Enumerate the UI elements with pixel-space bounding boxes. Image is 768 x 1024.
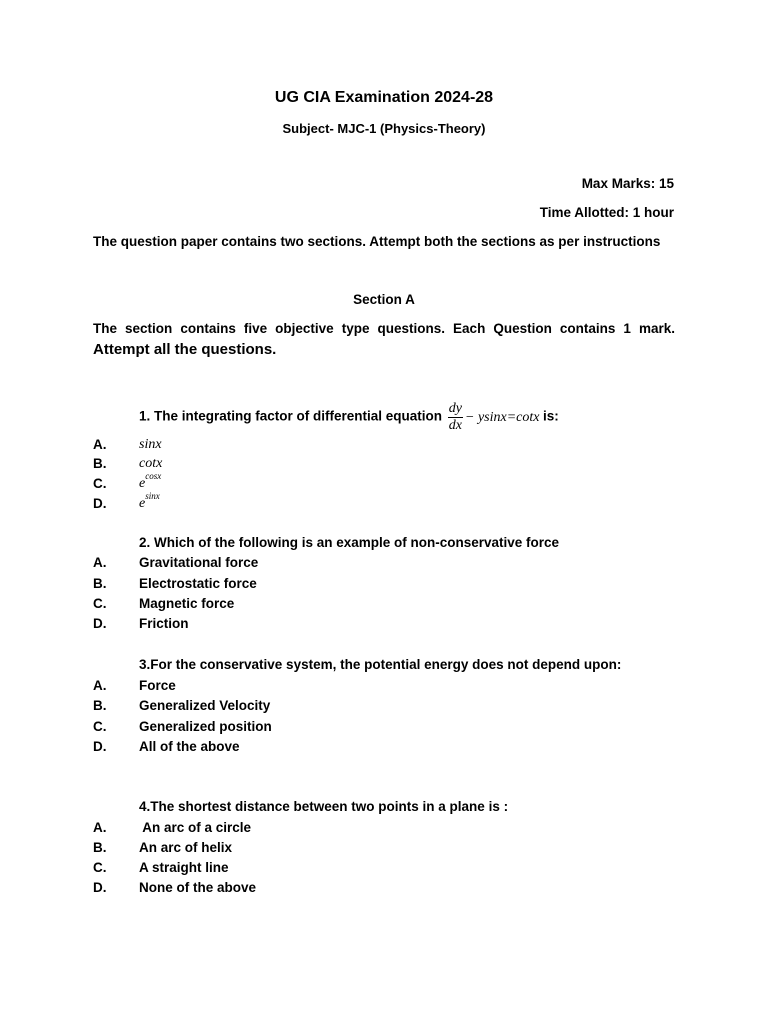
exponent-base: e <box>139 496 146 511</box>
question-suffix: is: <box>543 408 559 424</box>
section-intro-line2: Attempt all the questions. <box>93 341 277 358</box>
option-text: sinx <box>139 437 162 452</box>
option-text: Generalized Velocity <box>139 698 271 713</box>
fraction <box>448 401 463 434</box>
option-text: cotx <box>139 456 163 471</box>
option-letter: C. <box>93 476 107 491</box>
exponent: cosx <box>145 471 162 481</box>
question-text: 1. The integrating factor of differential equation <box>139 408 443 424</box>
option-letter: B. <box>93 456 107 471</box>
option-text: Gravitational force <box>139 555 259 570</box>
option-text: Magnetic force <box>139 596 235 611</box>
option-letter: B. <box>93 840 107 855</box>
fraction-denominator: dx <box>448 418 463 433</box>
option-text: Electrostatic force <box>139 576 257 591</box>
option-text: A straight line <box>139 860 229 875</box>
question-2: 2. Which of the following is an example of non-conservative force <box>139 535 560 550</box>
option-letter: A. <box>93 678 107 693</box>
question-4: 4.The shortest distance between two points in a plane is : <box>139 799 509 814</box>
option-text: Force <box>139 678 176 693</box>
exponent: sinx <box>145 491 160 501</box>
option-text: None of the above <box>139 880 257 895</box>
option-letter: C. <box>93 860 107 875</box>
question-3: 3.For the conservative system, the potential energy does not depend upon: <box>139 657 622 672</box>
option-letter: C. <box>93 596 107 611</box>
max-marks: Max Marks: 15 <box>581 176 674 191</box>
option-text: An arc of a circle <box>139 820 252 835</box>
option-text <box>139 491 160 512</box>
option-letter: A. <box>93 555 107 570</box>
option-letter: A. <box>93 820 107 835</box>
equation-rest: − ysinx=cotx <box>465 409 540 425</box>
option-text: All of the above <box>139 739 240 754</box>
option-letter: D. <box>93 616 107 631</box>
option-letter: B. <box>93 576 107 591</box>
option-letter: A. <box>93 437 107 452</box>
exponent-base: e <box>139 476 146 491</box>
option-text: Generalized position <box>139 719 272 734</box>
option-letter: D. <box>93 739 107 754</box>
option-letter: D. <box>93 496 107 511</box>
question-1 <box>139 401 559 434</box>
fraction-numerator: dy <box>448 401 463 416</box>
instructions: The question paper contains two sections. Attempt both the sections as per instructions <box>93 234 661 249</box>
equation <box>446 401 543 433</box>
option-text: An arc of helix <box>139 840 233 855</box>
option-text: Friction <box>139 616 189 631</box>
exam-title: UG CIA Examination 2024-28 <box>274 89 494 106</box>
option-letter: D. <box>93 880 107 895</box>
time-allotted: Time Allotted: 1 hour <box>539 205 674 220</box>
option-text <box>139 471 162 492</box>
option-letter: C. <box>93 719 107 734</box>
section-intro-line1: The section contains five objective type questions. Each Question contains 1 mark. <box>93 321 675 336</box>
option-letter: B. <box>93 698 107 713</box>
subject-line: Subject- MJC-1 (Physics-Theory) <box>282 121 486 136</box>
section-heading: Section A <box>353 292 415 307</box>
